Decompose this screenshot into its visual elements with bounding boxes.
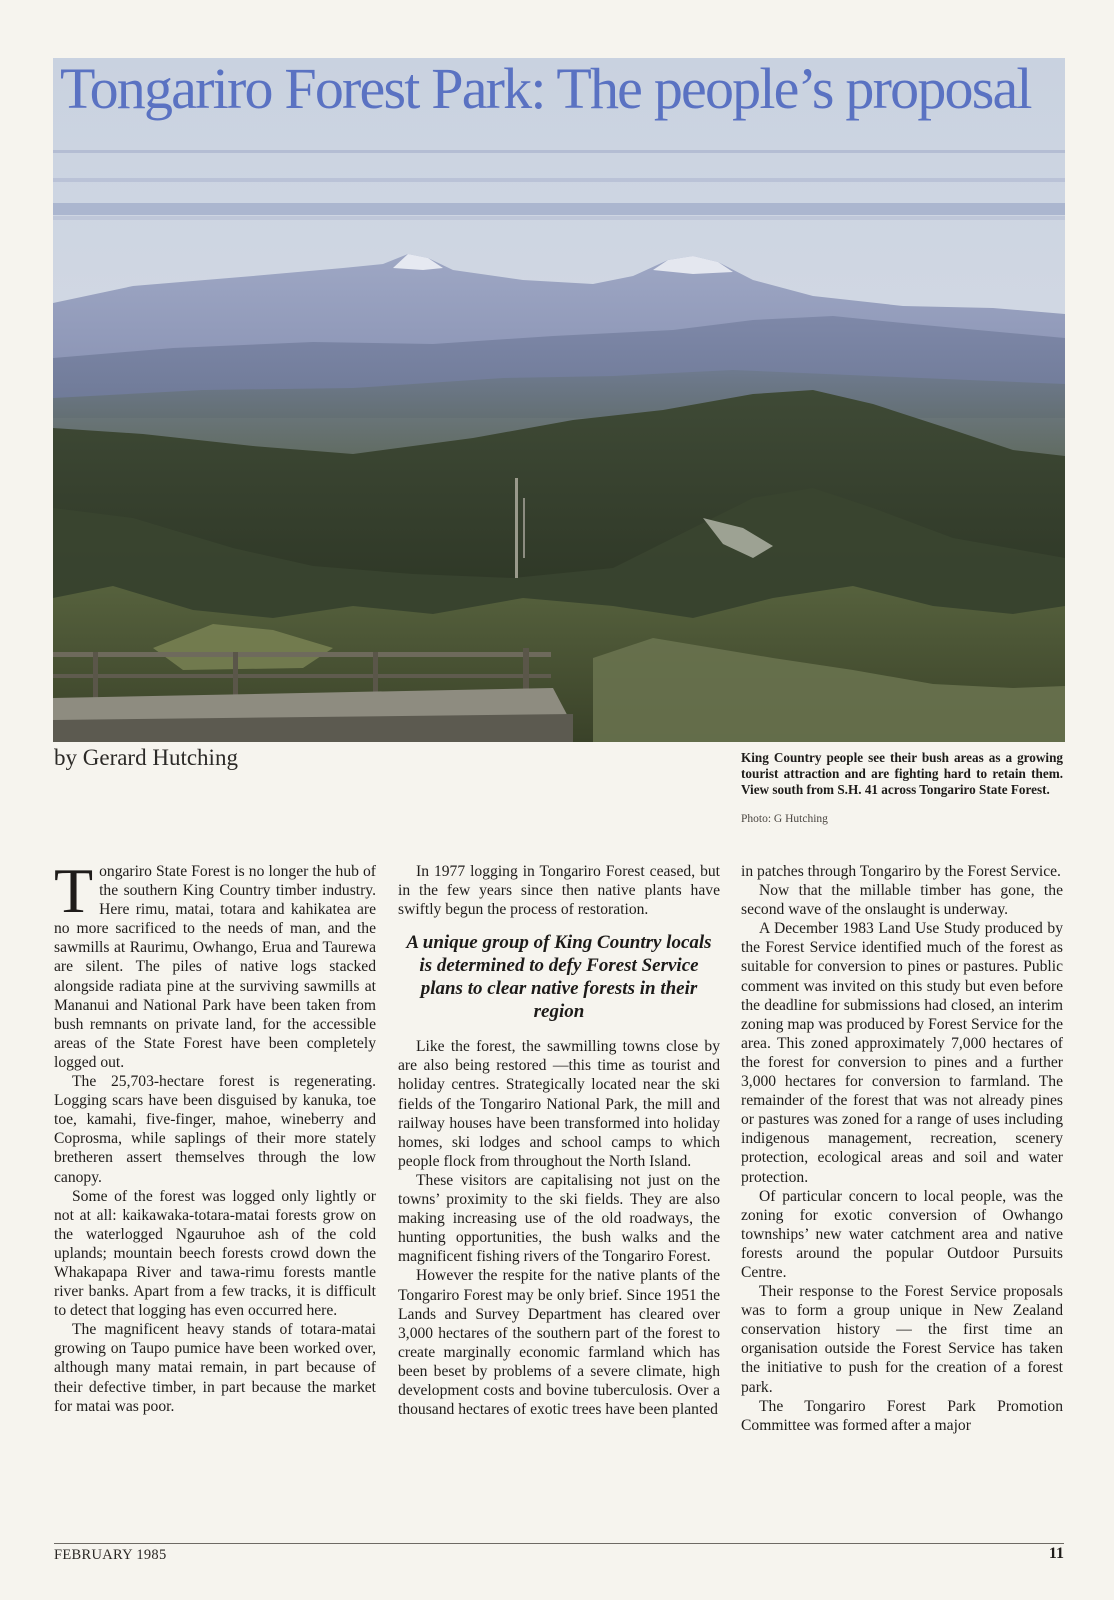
issue-date: FEBRUARY 1985 (54, 1547, 167, 1563)
forest-landscape-illustration (53, 58, 1065, 742)
paragraph: Like the forest, the sawmilling towns close by are also being restored —this time as tourist and holiday centres. Strategically located near the ski fields of the Tongariro National Park, the mill and railway houses have been transformed into holiday homes, ski lodges and school camps to which people flock from throughout the North Island. (398, 1038, 720, 1170)
paragraph-text: ongariro State Forest is no longer the hub of the southern King Country timber industry. Here rimu, matai, totara and kahikatea are no more sacrificed to the needs of man, and the sawmills at Raurimu, Owhango, Erua and Taurewa are silent. The piles of native logs stacked alongside radiata pine at the surviving sawmills at Mananui and National Park have been taken from bush remnants on private land, for the accessible areas of the State Forest have been completely logged out. (54, 863, 376, 1071)
paragraph: Some of the forest was logged only lightly or not at all: kaikawaka-totara-matai forests grow on the waterlogged Ngauruhoe ash of the cold uplands; mountain beech forests crowd down the Whakapapa River and tawa-rimu forests mantle river banks. Apart from a few tracks, it is difficult to detect that logging has even occurred here. (54, 1187, 376, 1320)
landscape-photo (53, 58, 1065, 742)
paragraph: Now that the millable timber has gone, the second wave of the onslaught is underway. (741, 882, 1063, 919)
photo-credit: Photo: G Hutching (741, 813, 828, 825)
paragraph: The Tongariro Forest Park Promotion Committee was formed after a major (741, 1397, 1063, 1434)
column-1 (54, 862, 376, 1534)
photo-caption: King Country people see their bush areas as a growing tourist attraction and are fighting hard to retain them. View south from S.H. 41 across Tongariro State Forest. (741, 750, 1063, 797)
paragraph: In 1977 logging in Tongariro Forest ceased, but in the few years since then native plants have swiftly begun the process of restoration. (398, 863, 720, 919)
byline: by Gerard Hutching (54, 745, 238, 770)
paragraph (54, 862, 376, 1072)
article-title: Tongariro Forest Park: The people’s proposal (60, 56, 1031, 121)
paragraph: Their response to the Forest Service proposals was to form a group unique in New Zealand conservation history — the first time an organisation outside the Forest Service has taken the initiative to push for the creation of a forest park. (741, 1283, 1063, 1396)
paragraph: in patches through Tongariro by the Forest Service. (741, 863, 1061, 880)
paragraph: The 25,703-hectare forest is regenerating. Logging scars have been disguised by kanuka, toe toe, kamahi, five-finger, mahoe, wineberry and Coprosma, while saplings of their more stately bretheren assert themselves through the low canopy. (54, 1073, 376, 1186)
pull-quote: A unique group of King Country locals is determined to defy Forest Service plans to clear native forests in their region (406, 932, 712, 1023)
paragraph: The magnificent heavy stands of totara-matai growing on Taupo pumice have been worked over, although many matai remain, in part because of their defective timber, in part because the market for matai was poor. (54, 1321, 376, 1415)
column-2 (398, 862, 720, 1534)
page-number: 11 (1048, 1545, 1064, 1562)
paragraph: However the respite for the native plants of the Tongariro Forest may be only brief. Since 1951 the Lands and Survey Department has cleared over 3,000 hectares of the southern part of the forest to create marginally economic farmland which has been beset by problems of a severe climate, high development costs and bovine tuberculosis. Over a thousand hectares of exotic trees have been planted (398, 1267, 720, 1419)
drop-cap: T (54, 862, 94, 926)
paragraph: A December 1983 Land Use Study produced by the Forest Service identified much of the forest as suitable for conversion to pines or pastures. Public comment was invited on this study but even before the deadline for submissions had closed, an interim zoning map was produced by Forest Service for the area. This zoned approximately 7,000 hectares of the forest for conversion to pines and a further 3,000 hectares for conversion to farmland. The remainder of the forest that was not already pines or pastures was zoned for a range of uses including indigenous management, recreation, scenery protection, ecological areas and soil and water protection. (741, 920, 1063, 1186)
column-3 (741, 862, 1063, 1534)
footer-rule (54, 1543, 1064, 1544)
paragraph: These visitors are capitalising not just on the towns’ proximity to the ski fields. They are also making increasing use of the old roadways, the hunting opportunities, the bush walks and the magnificent fishing rivers of the Tongariro Forest. (398, 1171, 720, 1266)
paragraph: Of particular concern to local people, was the zoning for exotic conversion of Owhango townships’ new water catchment area and native forests around the popular Outdoor Pursuits Centre. (741, 1187, 1063, 1281)
